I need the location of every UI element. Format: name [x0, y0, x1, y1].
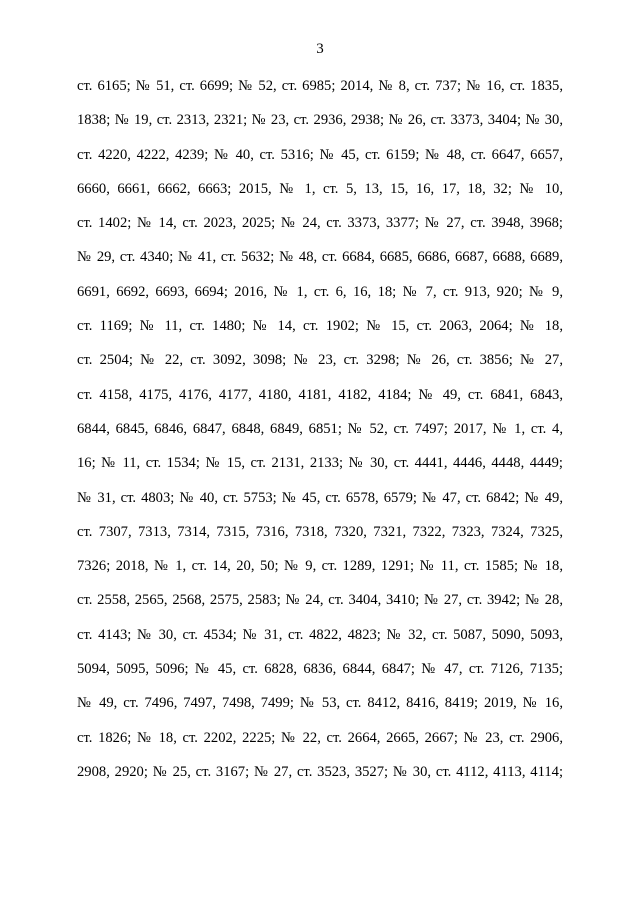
text-line: 2908, 2920; № 25, ст. 3167; № 27, ст. 3523, 3527; № 30, ст. 4112, 4113, 4114;	[77, 763, 563, 780]
text-line: ст. 6165; № 51, ст. 6699; № 52, ст. 6985; 2014, № 8, ст. 737; № 16, ст. 1835,	[77, 78, 563, 94]
text-line: 6691, 6692, 6693, 6694; 2016, № 1, ст. 6, 16, 18; № 7, ст. 913, 920; № 9,	[77, 283, 563, 300]
text-line: 6660, 6661, 6662, 6663; 2015, № 1, ст. 5, 13, 15, 16, 17, 18, 32; № 10,	[77, 180, 563, 197]
text-line: ст. 4220, 4222, 4239; № 40, ст. 5316; № 45, ст. 6159; № 48, ст. 6647, 6657,	[77, 146, 563, 163]
text-line: ст. 1826; № 18, ст. 2202, 2225; № 22, ст. 2664, 2665, 2667; № 23, ст. 2906,	[77, 729, 563, 746]
page-number: 3	[316, 41, 324, 57]
text-line: ст. 7307, 7313, 7314, 7315, 7316, 7318, 7320, 7321, 7322, 7323, 7324, 7325,	[77, 523, 563, 540]
text-line: № 31, ст. 4803; № 40, ст. 5753; № 45, ст. 6578, 6579; № 47, ст. 6842; № 49,	[77, 489, 563, 506]
text-line: № 49, ст. 7496, 7497, 7498, 7499; № 53, ст. 8412, 8416, 8419; 2019, № 16,	[77, 695, 563, 712]
text-line: ст. 4143; № 30, ст. 4534; № 31, ст. 4822, 4823; № 32, ст. 5087, 5090, 5093,	[77, 626, 563, 643]
text-line: 16; № 11, ст. 1534; № 15, ст. 2131, 2133; № 30, ст. 4441, 4446, 4448, 4449;	[77, 455, 563, 472]
text-line: № 29, ст. 4340; № 41, ст. 5632; № 48, ст. 6684, 6685, 6686, 6687, 6688, 6689,	[77, 249, 563, 266]
text-line: 5094, 5095, 5096; № 45, ст. 6828, 6836, 6844, 6847; № 47, ст. 7126, 7135;	[77, 661, 563, 678]
text-line: 6844, 6845, 6846, 6847, 6848, 6849, 6851; № 52, ст. 7497; 2017, № 1, ст. 4,	[77, 420, 563, 437]
text-line: ст. 4158, 4175, 4176, 4177, 4180, 4181, 4182, 4184; № 49, ст. 6841, 6843,	[77, 386, 563, 403]
text-line: ст. 2504; № 22, ст. 3092, 3098; № 23, ст. 3298; № 26, ст. 3856; № 27,	[77, 352, 563, 369]
text-line: ст. 1169; № 11, ст. 1480; № 14, ст. 1902; № 15, ст. 2063, 2064; № 18,	[77, 318, 563, 335]
text-line: ст. 2558, 2565, 2568, 2575, 2583; № 24, ст. 3404, 3410; № 27, ст. 3942; № 28,	[77, 592, 563, 609]
document-body	[77, 77, 563, 797]
text-line: 7326; 2018, № 1, ст. 14, 20, 50; № 9, ст. 1289, 1291; № 11, ст. 1585; № 18,	[77, 558, 563, 575]
text-line: 1838; № 19, ст. 2313, 2321; № 23, ст. 2936, 2938; № 26, ст. 3373, 3404; № 30,	[77, 112, 563, 129]
text-line: ст. 1402; № 14, ст. 2023, 2025; № 24, ст. 3373, 3377; № 27, ст. 3948, 3968;	[77, 215, 563, 232]
